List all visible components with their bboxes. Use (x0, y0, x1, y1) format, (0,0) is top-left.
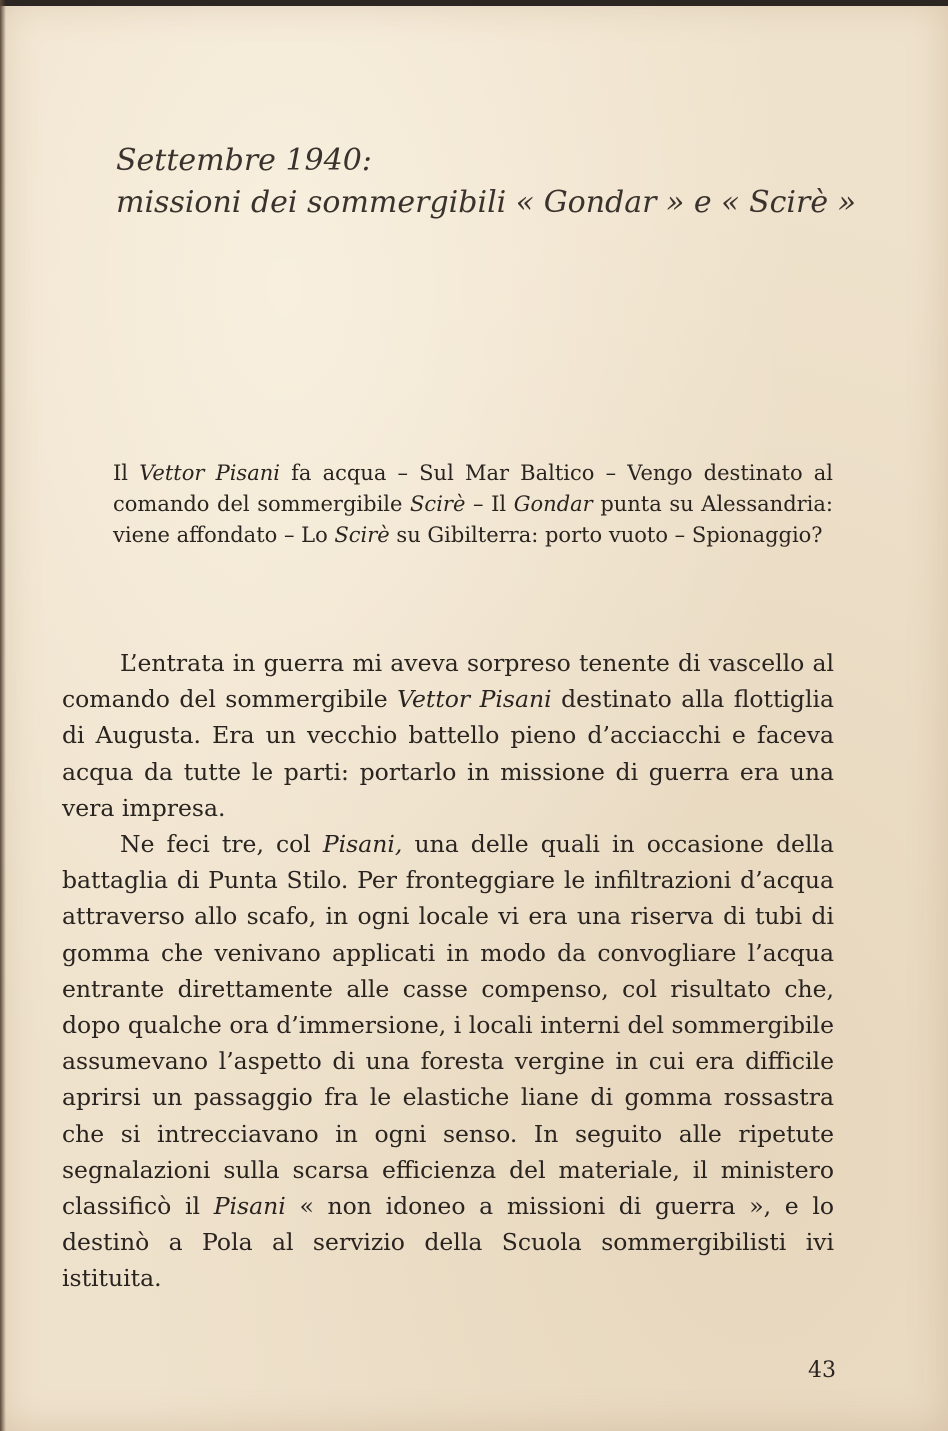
summary-segment-italic: Scirè (410, 492, 466, 516)
summary-segment: – Il (465, 492, 514, 516)
chapter-heading (116, 140, 876, 224)
summary-segment: su Gibilterra: porto vuoto – Spionaggio? (389, 523, 823, 547)
summary-segment: fa acqua – Sul Mar Baltico – Vengo destinato al comando del sommergibile (113, 461, 833, 516)
summary-segment-italic: Scirè (334, 523, 390, 547)
summary-segment-italic: Gondar (513, 492, 593, 516)
page-number: 43 (808, 1358, 836, 1383)
paragraph-segment-italic: Pisani, (322, 830, 403, 859)
chapter-summary (113, 458, 833, 551)
page-top-edge (0, 0, 948, 6)
body-text (62, 645, 834, 1297)
paragraph-1 (62, 645, 834, 826)
paragraph-2 (62, 826, 834, 1297)
page-left-edge (0, 0, 6, 1431)
paragraph-segment: « non idoneo a missioni di guerra », e lo destinò a Pola al servizio della Scuola sommergibilisti ivi istituita. (62, 1192, 835, 1293)
summary-segment-italic: Vettor Pisani (139, 461, 280, 485)
summary-segment: Il (113, 461, 140, 485)
paragraph-segment-italic: Pisani (213, 1192, 286, 1221)
paragraph-segment: L’entrata in guerra mi aveva sorpreso tenente di vascello al comando del sommergibile (62, 649, 834, 714)
chapter-heading-line-1: Settembre 1940: (116, 143, 372, 178)
paragraph-segment-italic: Vettor Pisani (397, 685, 552, 714)
paragraph-segment: Ne feci tre, col (120, 830, 323, 859)
summary-segment: punta su Alessandria: viene affondato – Lo (113, 492, 833, 547)
chapter-heading-line-2: missioni dei sommergibili « Gondar » e « Scirè » (116, 185, 857, 220)
paragraph-segment: una delle quali in occasione della battaglia di Punta Stilo. Per fronteggiare le infiltrazioni d’acqua attraverso allo scafo, in ogni locale vi era una riserva di tubi di gomma che venivano applicati in modo da convogliare l’acqua entrante direttamente alle casse compenso, col risultato che, dopo qualche ora d’immersione, i locali interni del sommergibile assumevano l’aspetto di una foresta vergine in cui era difficile aprirsi un passaggio fra le elastiche liane di gomma rossastra che si intrecciavano in ogni senso. In seguito alle ripetute segnalazioni sulla scarsa efficienza del materiale, il ministero classificò il (62, 830, 834, 1221)
paragraph-segment: destinato alla flottiglia di Augusta. Era un vecchio battello pieno d’acciacchi e faceva acqua da tutte le parti: portarlo in missione di guerra era una vera impresa. (62, 685, 835, 822)
